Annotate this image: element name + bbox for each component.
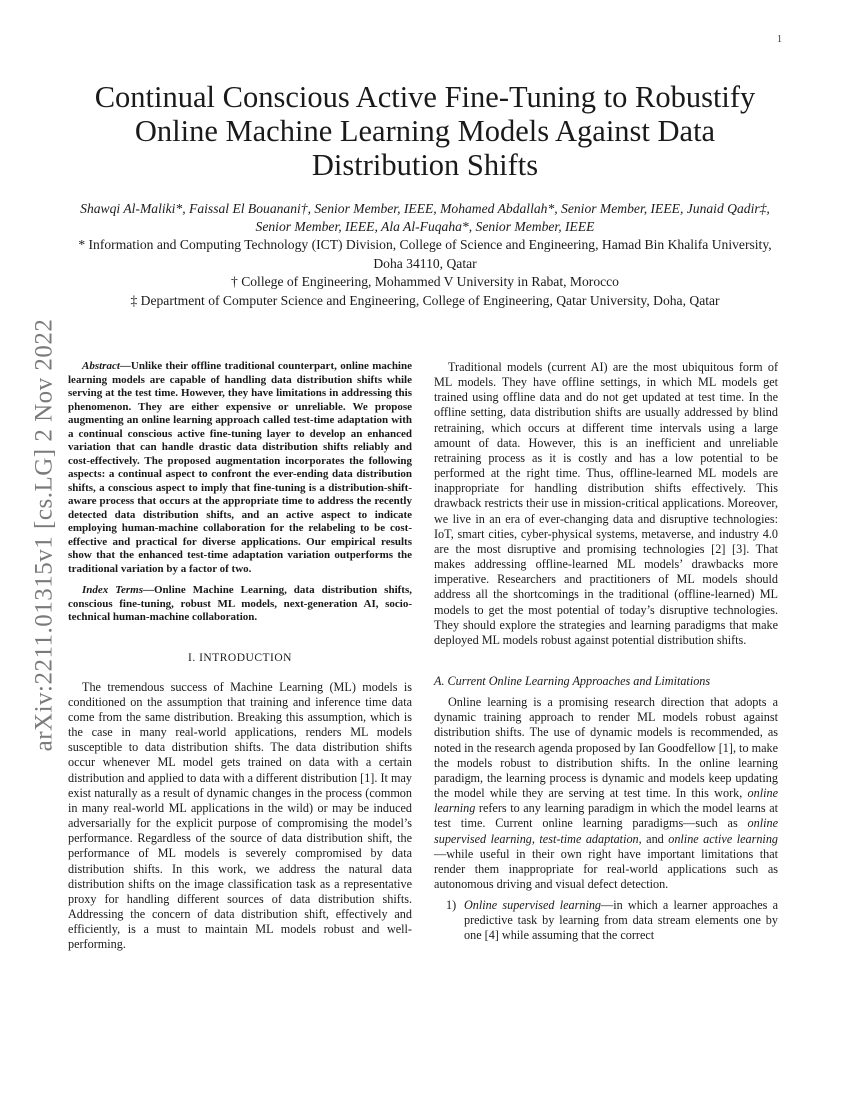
arxiv-identifier-stamp [24, 295, 64, 775]
paper-title: Continual Conscious Active Fine-Tuning to Robustify Online Machine Learning Models Against Data Distribution Shifts [94, 80, 756, 182]
numbered-list [434, 898, 778, 943]
page-number: 1 [777, 34, 782, 45]
list-item-term: Online supervised learning [464, 898, 602, 913]
index-terms-text: Online Machine Learning, data distribution shifts, conscious fine-tuning, robust ML models, next-generation AI, socio-technical human-machine collaboration. [68, 584, 412, 623]
subsection-heading-online-learning: A. Current Online Learning Approaches and Limitations [434, 673, 711, 688]
affiliations [70, 236, 780, 310]
left-column [68, 360, 412, 952]
affiliation-hbku: * Information and Computing Technology (ICT) Division, College of Science and Engineering, Hamad Bin Khalifa University, Doha 34110, Qatar [78, 237, 772, 271]
affiliation-qatar-university: ‡ Department of Computer Science and Engineering, College of Engineering, Qatar University, Doha, Qatar [130, 292, 720, 308]
section-heading-introduction: I. INTRODUCTION [188, 651, 292, 664]
arxiv-id-text: arXiv:2211.01315v1 [cs.LG] 2 Nov 2022 [30, 318, 58, 752]
affiliation-mohammed-v: † College of Engineering, Mohammed V University in Rabat, Morocco [231, 274, 619, 289]
online-learning-paragraph: Online learning is a promising research direction that adopts a dynamic training approach to render ML models robust against distribution shifts. The use of dynamic models is recommended, as noted in the research agenda proposed by Ian Goodfellow [1], to make the models robust to distribution shifts. In the online learning paradigm, the learning process is dynamic and models keep updating the model while they are serving at test time. In this work, online learning refers to any learning paradigm in which the model learns at test time. Current online learning paradigms—such as online supervised learning, test-time adaptation, and online active learning—while useful in their own right have important limitations that render them inappropriate for real-world applications such as autonomous driving and visual defect detection. [434, 695, 779, 891]
abstract-label: Abstract— [82, 360, 131, 372]
author-list: Shawqi Al-Maliki*, Faissal El Bouanani†, Senior Member, IEEE, Mohamed Abdallah*, Senior Member, IEEE, Junaid Qadir‡, Senior Member, IEEE, Ala Al-Fuqaha*, Senior Member, IEEE [80, 201, 770, 234]
abstract [68, 360, 412, 576]
abstract-text: Unlike their offline traditional counterpart, online machine learning models are capable of handling data distribution shifts while serving at the test time. However, they have limitations in addressing this phenomenon. They are either expensive or unreliable. We propose augmenting an online learning approach called test-time adaptation with a continual conscious active fine-tuning layer to develop an enhanced variation that can handle drastic data distribution shifts reliably and cost-effectively. The proposed augmentation incorporates the following aspects: a continual aspect to confront the ever-ending data distribution shifts, a conscious aspect to imply that fine-tuning is a distribution-shift-aware process that occurs at the appropriate time to address the recently detected data distribution shifts, and an active aspect to indicate employing human-machine collaboration for the relabeling to be cost-effective and practical for diverse applications. Our empirical results show that the enhanced test-time adaptation variation outperforms the traditional variation by a factor of two. [68, 360, 412, 575]
right-column [434, 360, 778, 944]
index-terms-label: Index Terms— [82, 584, 154, 596]
list-item [446, 898, 778, 943]
index-terms [68, 584, 412, 625]
intro-paragraph-2: Traditional models (current AI) are the most ubiquitous form of ML models. They have offline settings, in which ML models get trained using offline data and do not get updated at test time. In the offline setting, data distribution shifts are usually addressed by blind retraining, which occurs at different time intervals using a large amount of data. However, this is an inefficient and unreliable retraining process as it is costly and has a low potential to be performed at the right time. Thus, offline-learned ML models are inappropriate for handling distribution shifts effectively. This drawback restricts their use in mission-critical applications. Moreover, we live in an era of ever-changing data and disruptive technologies: IoT, smart cities, cyber-physical systems, metaverse, and industry 4.0 are the most disruptive and promising technologies [2] [3]. That makes addressing offline-learned ML models’ drawbacks more imperative. Researchers and practitioners of ML models should address all the shortcomings in the traditional (offline-learned) ML models to get the most potential of today’s disruptive technologies. They should explore the strategies and learning paradigms that make deployed ML models robust against potential distribution shifts. [434, 360, 778, 647]
title-block [70, 80, 780, 310]
list-item-text: —in which a learner approaches a predictive task by learning from data stream elements one by one [4] while assuming that the correct [464, 898, 778, 943]
intro-paragraph-1: The tremendous success of Machine Learning (ML) models is conditioned on the assumption that training and inference time data come from the same distribution. Breaking this assumption, which is the case in many real-world applications, renders ML models susceptible to data distribution shifts. The data distribution shifts occur whenever ML model gets trained on data with a certain distribution and applied to data with a different distribution [1]. It may exist naturally as a result of dynamic changes in the process (common in many real-world ML applications in the wild) or may be induced adversarially for the explicit purpose of compromising the model’s performance. Regardless of the source of data distribution shift, the performance of ML models is severely compromised by data distribution shifts. In this work, we address the natural data distribution shifts on the image classification task as a representative proxy for handling different sources of data distribution shifts. Addressing the concern of data distribution shift, effectively and efficiently, is a must to maintain ML models robust and well-performing. [68, 679, 412, 952]
list-item-number: 1) [446, 898, 457, 913]
